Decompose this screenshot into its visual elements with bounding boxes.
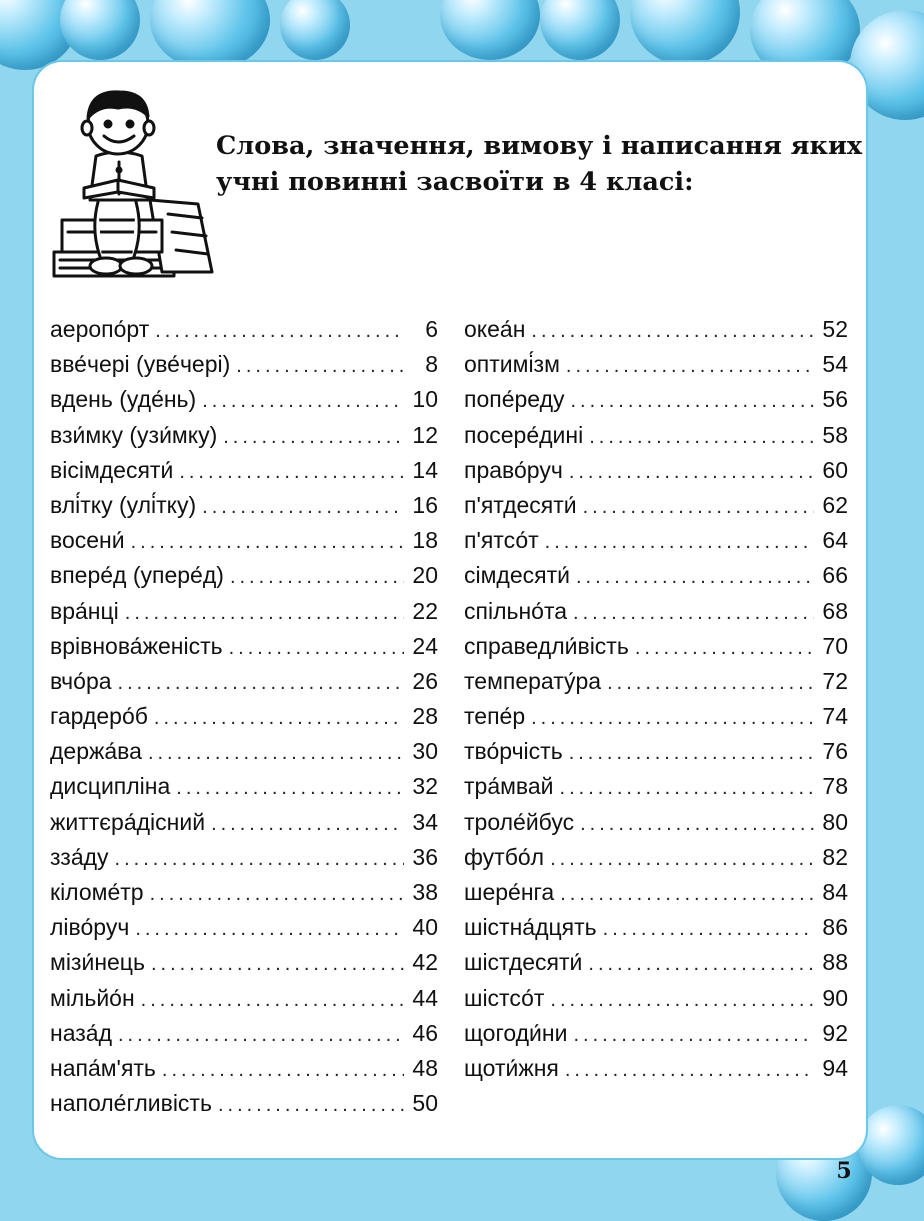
- heading-line-1: Слова, значення, вимову і написання яких: [216, 131, 863, 161]
- entry-page-number: 64: [822, 527, 848, 554]
- dot-leader: [230, 560, 404, 595]
- entry-page-number: 6: [425, 316, 438, 342]
- entry-page-number: 76: [822, 738, 848, 765]
- list-item: [464, 699, 848, 734]
- entry-word: тепе́р: [464, 703, 526, 730]
- entry-word: посере́дині: [464, 421, 584, 448]
- dot-leader: [603, 912, 814, 947]
- list-item: [50, 769, 438, 804]
- entry-page-number: 16: [412, 491, 438, 518]
- list-item: [50, 453, 438, 488]
- entry-page-number: 50: [412, 1090, 438, 1117]
- entry-page-number: 28: [412, 703, 438, 730]
- dot-leader: [131, 525, 404, 560]
- bubble-decoration: [440, 0, 540, 60]
- list-item: [50, 418, 438, 453]
- dot-leader: [118, 666, 404, 701]
- list-item: [464, 981, 848, 1016]
- list-item: [464, 488, 848, 523]
- entry-page-number: 48: [412, 1054, 438, 1081]
- entry-page-number: 54: [822, 351, 848, 378]
- entry-word: сімдесяти́: [464, 562, 570, 589]
- list-item: [464, 734, 848, 769]
- dot-leader: [550, 842, 814, 877]
- dot-leader: [150, 877, 404, 912]
- entry-word: гардеро́б: [50, 703, 148, 730]
- dot-leader: [223, 420, 404, 455]
- entry-word: впере́д (упере́д): [50, 562, 224, 589]
- entry-page-number: 82: [822, 843, 848, 870]
- dot-leader: [218, 1088, 404, 1123]
- dot-leader: [135, 912, 404, 947]
- boy-reading-on-books-icon: [50, 82, 220, 282]
- entry-word: вра́нці: [50, 597, 119, 624]
- list-item: [464, 312, 848, 347]
- list-item: [464, 558, 848, 593]
- list-item: [50, 875, 438, 910]
- dot-leader: [573, 596, 814, 631]
- entry-word: взи́мку (узи́мку): [50, 421, 218, 448]
- entry-page-number: 72: [822, 667, 848, 694]
- entry-word: вве́чері (уве́чері): [50, 351, 231, 378]
- dot-leader: [573, 1018, 814, 1053]
- list-item: [464, 945, 848, 980]
- list-item: [464, 769, 848, 804]
- entry-word: врівнова́женість: [50, 632, 223, 659]
- list-item: [464, 594, 848, 629]
- entry-word: шістна́дцять: [464, 914, 597, 941]
- entry-page-number: 40: [412, 914, 438, 941]
- entry-page-number: 38: [412, 879, 438, 905]
- entry-word: наза́д: [50, 1019, 112, 1046]
- entry-word: щоти́жня: [464, 1054, 559, 1081]
- list-item: [464, 1051, 848, 1086]
- entry-page-number: 8: [425, 351, 438, 378]
- list-item: [50, 981, 438, 1016]
- entry-word: щогоди́ни: [464, 1019, 568, 1046]
- entry-word: температу́ра: [464, 667, 602, 694]
- entry-word: тра́мвай: [464, 773, 554, 800]
- entry-page-number: 84: [822, 879, 848, 905]
- entry-page-number: 62: [822, 491, 848, 518]
- entry-page-number: 80: [822, 808, 848, 835]
- entry-word: держа́ва: [50, 738, 142, 765]
- dot-leader: [580, 807, 814, 842]
- entry-page-number: 58: [822, 421, 848, 448]
- dot-leader: [560, 877, 814, 912]
- entry-word: зза́ду: [50, 843, 109, 870]
- dot-leader: [545, 525, 814, 560]
- list-item: [464, 418, 848, 453]
- dot-leader: [141, 983, 404, 1018]
- entry-page-number: 12: [412, 421, 438, 448]
- list-item: [464, 453, 848, 488]
- dot-leader: [229, 631, 404, 666]
- list-item: [50, 1016, 438, 1051]
- dot-leader: [588, 947, 814, 982]
- entry-page-number: 74: [822, 703, 848, 730]
- entry-word: ліво́руч: [50, 914, 130, 941]
- entry-word: п'ятсо́т: [464, 527, 539, 554]
- dot-leader: [202, 384, 404, 419]
- entry-word: наполе́гливість: [50, 1090, 212, 1117]
- word-list-left: [50, 312, 438, 1121]
- entry-page-number: 88: [822, 949, 848, 976]
- dot-leader: [566, 349, 814, 384]
- dot-leader: [176, 771, 404, 806]
- dot-leader: [583, 490, 814, 525]
- entry-word: справедли́вість: [464, 632, 629, 659]
- dot-leader: [607, 666, 814, 701]
- list-item: [50, 664, 438, 699]
- dot-leader: [151, 947, 404, 982]
- entry-word: право́руч: [464, 456, 563, 483]
- list-item: [464, 382, 848, 417]
- list-item: [50, 312, 438, 347]
- dot-leader: [125, 596, 404, 631]
- entry-page-number: 36: [412, 843, 438, 870]
- entry-word: вдень (уде́нь): [50, 386, 197, 413]
- list-item: [464, 629, 848, 664]
- list-item: [464, 875, 848, 910]
- entry-page-number: 86: [822, 914, 848, 941]
- dot-leader: [179, 455, 404, 490]
- list-item: [464, 664, 848, 699]
- entry-page-number: 14: [412, 456, 438, 483]
- entry-page-number: 78: [822, 773, 848, 800]
- entry-word: аеропо́рт: [50, 316, 150, 342]
- dot-leader: [565, 1053, 814, 1088]
- entry-word: восени́: [50, 527, 125, 554]
- bubble-decoration: [60, 0, 140, 60]
- entry-page-number: 22: [412, 597, 438, 624]
- entry-word: шістдесяти́: [464, 949, 583, 976]
- entry-page-number: 56: [822, 386, 848, 413]
- list-item: [50, 945, 438, 980]
- list-item: [464, 1016, 848, 1051]
- dot-leader: [560, 771, 814, 806]
- entry-word: шістсо́т: [464, 984, 545, 1011]
- entry-page-number: 46: [412, 1019, 438, 1046]
- entry-word: мільйо́н: [50, 984, 135, 1011]
- dot-leader: [118, 1018, 404, 1053]
- list-item: [464, 523, 848, 558]
- entry-page-number: 52: [822, 316, 848, 342]
- entry-page-number: 20: [412, 562, 438, 589]
- list-item: [464, 910, 848, 945]
- dot-leader: [154, 701, 404, 736]
- entry-page-number: 92: [822, 1019, 848, 1046]
- entry-word: життєра́дісний: [50, 808, 206, 835]
- entry-page-number: 66: [822, 562, 848, 589]
- entry-word: вчо́ра: [50, 667, 112, 694]
- dot-leader: [236, 349, 404, 384]
- dot-leader: [155, 314, 404, 349]
- entry-page-number: 34: [412, 808, 438, 835]
- entry-page-number: 26: [412, 667, 438, 694]
- entry-word: океа́н: [464, 316, 526, 342]
- heading-line-2: учні повинні засвоїти в 4 класі:: [216, 167, 694, 197]
- entry-page-number: 68: [822, 597, 848, 624]
- entry-page-number: 18: [412, 527, 438, 554]
- entry-page-number: 94: [822, 1054, 848, 1081]
- list-item: [50, 805, 438, 840]
- list-item: [50, 523, 438, 558]
- dot-leader: [531, 701, 814, 736]
- dot-leader: [576, 560, 814, 595]
- list-item: [50, 382, 438, 417]
- entry-page-number: 60: [822, 456, 848, 483]
- dot-leader: [211, 807, 404, 842]
- dot-leader: [115, 842, 404, 877]
- entry-word: дисципліна: [50, 773, 171, 800]
- entry-page-number: 90: [822, 984, 848, 1011]
- entry-word: вісімдесяти́: [50, 456, 174, 483]
- dot-leader: [589, 420, 814, 455]
- list-item: [50, 558, 438, 593]
- list-item: [50, 594, 438, 629]
- entry-page-number: 44: [412, 984, 438, 1011]
- entry-page-number: 24: [412, 632, 438, 659]
- entry-word: влі́тку (улі́тку): [50, 491, 197, 518]
- entry-word: оптимі́зм: [464, 351, 560, 378]
- entry-word: кіломе́тр: [50, 879, 144, 905]
- entry-page-number: 32: [412, 773, 438, 800]
- entry-page-number: 30: [412, 738, 438, 765]
- list-item: [50, 910, 438, 945]
- list-item: [50, 629, 438, 664]
- dot-leader: [202, 490, 404, 525]
- word-list-right: [464, 312, 848, 1086]
- dot-leader: [571, 384, 815, 419]
- entry-page-number: 42: [412, 949, 438, 976]
- entry-page-number: 10: [412, 386, 438, 413]
- entry-word: напа́м'ять: [50, 1054, 156, 1081]
- entry-word: мізи́нець: [50, 949, 145, 976]
- dot-leader: [162, 1053, 404, 1088]
- entry-word: попе́реду: [464, 386, 565, 413]
- list-item: [50, 488, 438, 523]
- list-item: [464, 347, 848, 382]
- page-number: 5: [836, 1158, 852, 1184]
- dot-leader: [550, 983, 814, 1018]
- list-item: [464, 805, 848, 840]
- dot-leader: [635, 631, 814, 666]
- list-item: [50, 840, 438, 875]
- bubble-decoration: [630, 0, 740, 65]
- list-item: [50, 347, 438, 382]
- list-item: [50, 699, 438, 734]
- entry-word: шере́нга: [464, 879, 555, 905]
- list-item: [50, 1086, 438, 1121]
- entry-word: футбо́л: [464, 843, 545, 870]
- entry-word: троле́йбус: [464, 808, 575, 835]
- list-item: [50, 734, 438, 769]
- entry-word: спільно́та: [464, 597, 568, 624]
- entry-word: п'ятдесяти́: [464, 491, 577, 518]
- bubble-decoration: [540, 0, 620, 60]
- entry-page-number: 70: [822, 632, 848, 659]
- page-heading: [216, 128, 863, 200]
- dot-leader: [148, 736, 404, 771]
- dot-leader: [569, 455, 814, 490]
- bubble-decoration: [150, 0, 270, 70]
- dot-leader: [569, 736, 814, 771]
- entry-word: тво́рчість: [464, 738, 563, 765]
- bubble-decoration: [280, 0, 350, 60]
- dot-leader: [531, 314, 814, 349]
- list-item: [464, 840, 848, 875]
- list-item: [50, 1051, 438, 1086]
